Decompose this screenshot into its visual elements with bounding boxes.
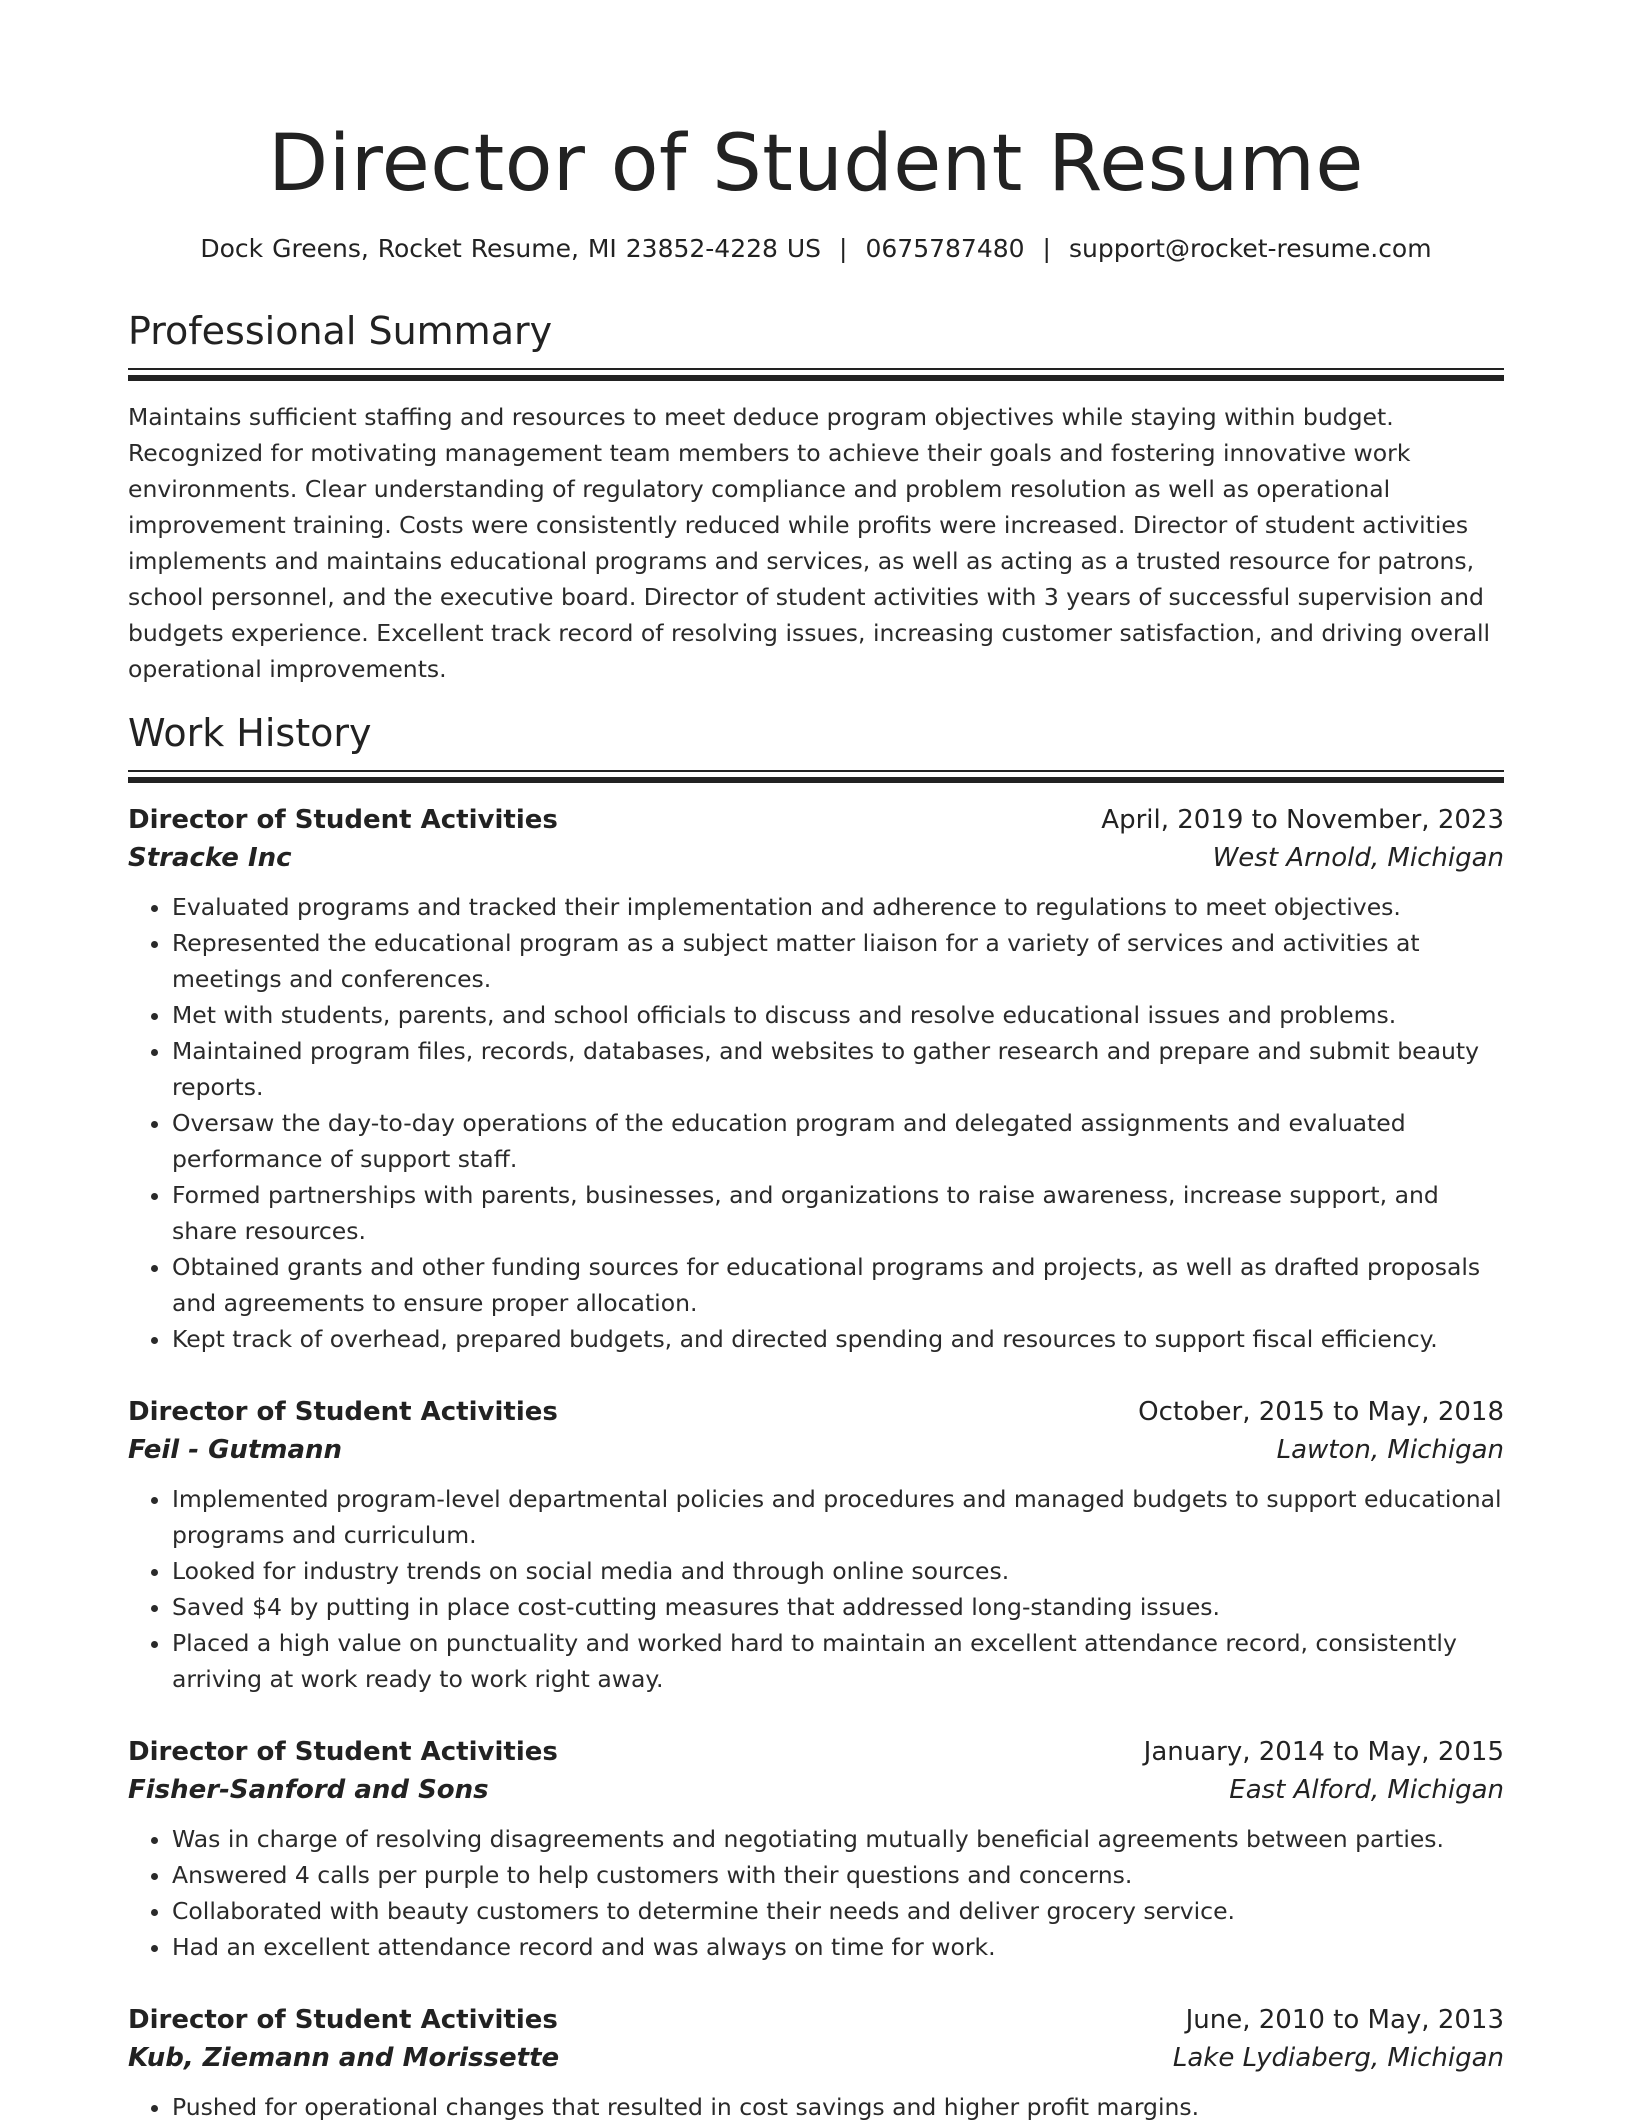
job-bullet-list: [128, 1481, 1504, 1697]
job-dates: June, 2010 to May, 2013: [1185, 2005, 1504, 2036]
job-company: Feil - Gutmann: [128, 1435, 343, 1466]
summary-text: Maintains sufficient staffing and resources to meet deduce program objectives while staying within budget. Recognized for motivating management team members to achieve their goals and fostering innovative work environments. Clear understanding of regulatory compliance and problem resolution as well as operational improvement training. Costs were consistently reduced while profits were increased. Director of student activities implements and maintains educational programs and services, as well as acting as a trusted resource for patrons, school personnel, and the executive board. Director of student activities with 3 years of successful supervision and budgets experience. Excellent track record of resolving issues, increasing customer satisfaction, and driving overall operational improvements.: [128, 403, 1491, 684]
job-bullet: • Answered 4 calls per purple to help customers with their questions and concerns.: [172, 1857, 1504, 1893]
job-title: Director of Student Activities: [128, 1737, 558, 1768]
job-bullet: • Obtained grants and other funding sources for educational programs and projects, as well as drafted proposals and agreements to ensure proper allocation.: [172, 1249, 1504, 1321]
job-title: Director of Student Activities: [128, 1397, 558, 1428]
job-bullet: • Looked for industry trends on social media and through online sources.: [172, 1553, 1504, 1589]
job-location: Lake Lydiaberg, Michigan: [1172, 2043, 1504, 2074]
job-subheader-row: [128, 1431, 1504, 1469]
work-history-list: [128, 801, 1504, 2125]
job-dates: October, 2015 to May, 2018: [1138, 1397, 1504, 1428]
job-bullet: • Collaborated with beauty customers to determine their needs and deliver grocery service.: [172, 1893, 1504, 1929]
contact-line: [128, 234, 1504, 263]
job-bullet: • Kept track of overhead, prepared budgets, and directed spending and resources to support fiscal efficiency.: [172, 1321, 1504, 1357]
job-bullet: • Oversaw the day-to-day operations of the education program and delegated assignments and evaluated performance of support staff.: [172, 1105, 1504, 1177]
job-subheader-row: [128, 839, 1504, 877]
job-header-row: [128, 1733, 1504, 1771]
job-subheader-row: [128, 1771, 1504, 1809]
job-company: Kub, Ziemann and Morissette: [128, 2043, 560, 2074]
job-header-row: [128, 801, 1504, 839]
job-company: Stracke Inc: [128, 843, 292, 874]
job-entry: [128, 801, 1504, 1357]
job-bullet: • Formed partnerships with parents, businesses, and organizations to raise awareness, increase support, and share resources.: [172, 1177, 1504, 1249]
job-subheader-row: [128, 2039, 1504, 2077]
job-bullet: • Implemented program-level departmental policies and procedures and managed budgets to support educational programs and curriculum.: [172, 1481, 1504, 1553]
job-header-row: [128, 2001, 1504, 2039]
job-title: Director of Student Activities: [128, 2005, 558, 2036]
job-bullet: • Maintained program files, records, databases, and websites to gather research and prepare and submit beauty reports.: [172, 1033, 1504, 1105]
contact-email: support@rocket-resume.com: [1068, 233, 1432, 263]
job-header-row: [128, 1393, 1504, 1431]
job-bullet: • Saved $4 by putting in place cost-cutting measures that addressed long-standing issues.: [172, 1589, 1504, 1625]
contact-phone: 0675787480: [865, 233, 1025, 263]
contact-address: Dock Greens, Rocket Resume, MI 23852-4228 US: [200, 233, 822, 263]
job-bullet-list: [128, 889, 1504, 1357]
job-bullet: • Was in charge of resolving disagreements and negotiating mutually beneficial agreements between parties.: [172, 1821, 1504, 1857]
job-bullet: • Placed a high value on punctuality and worked hard to maintain an excellent attendance record, consistently arriving at work ready to work right away.: [172, 1625, 1504, 1697]
section-title-professional-summary: Professional Summary: [128, 308, 553, 353]
job-entry: [128, 1733, 1504, 1965]
section-title-work-history: Work History: [128, 710, 372, 755]
job-dates: January, 2014 to May, 2015: [1143, 1737, 1504, 1768]
job-bullet: • Pushed for operational changes that resulted in cost savings and higher profit margins.: [172, 2089, 1504, 2125]
job-bullet: • Met with students, parents, and school officials to discuss and resolve educational issues and problems.: [172, 997, 1504, 1033]
job-company: Fisher-Sanford and Sons: [128, 1775, 489, 1806]
job-bullet: • Evaluated programs and tracked their implementation and adherence to regulations to meet objectives.: [172, 889, 1504, 925]
section-divider: [128, 368, 1504, 381]
contact-separator: |: [1042, 233, 1051, 263]
contact-separator: |: [839, 233, 848, 263]
job-title: Director of Student Activities: [128, 805, 558, 836]
job-entry: [128, 2001, 1504, 2125]
job-dates: April, 2019 to November, 2023: [1101, 805, 1504, 836]
job-bullet: • Had an excellent attendance record and was always on time for work.: [172, 1929, 1504, 1965]
section-divider: [128, 770, 1504, 783]
resume-title: Director of Student Resume: [268, 119, 1364, 209]
job-location: West Arnold, Michigan: [1212, 843, 1504, 874]
job-entry: [128, 1393, 1504, 1697]
job-location: East Alford, Michigan: [1229, 1775, 1504, 1806]
job-bullet: • Represented the educational program as a subject matter liaison for a variety of services and activities at meetings and conferences.: [172, 925, 1504, 997]
job-bullet-list: [128, 2089, 1504, 2125]
job-bullet-list: [128, 1821, 1504, 1965]
job-location: Lawton, Michigan: [1276, 1435, 1504, 1466]
